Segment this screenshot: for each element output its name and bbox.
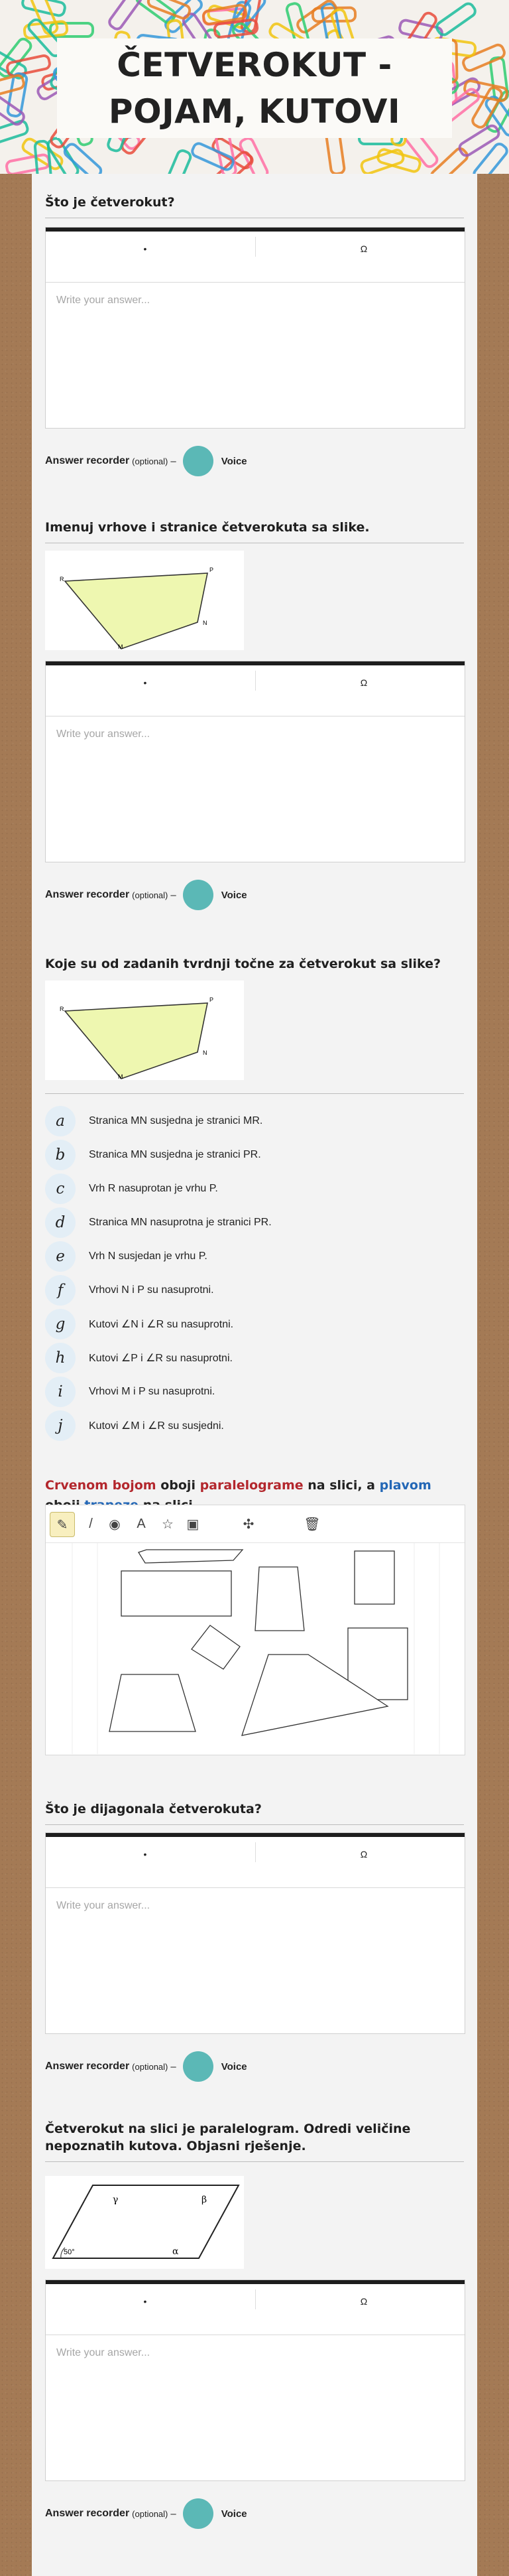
- quadrilateral-figure: [45, 551, 244, 650]
- option-letter: f: [45, 1275, 76, 1306]
- voice-label: Voice: [221, 2061, 247, 2072]
- svg-text:N: N: [203, 1050, 207, 1056]
- answer-input[interactable]: Write your answer...: [56, 1900, 150, 1911]
- color-wheel-icon[interactable]: ◉: [109, 1517, 121, 1532]
- answer-recorder: Answer recorder (optional) – Voice: [45, 878, 464, 912]
- option-text: Vrhovi N i P su nasuprotni.: [89, 1284, 214, 1296]
- quadrilateral-figure: [45, 981, 244, 1080]
- special-char-button[interactable]: Ω: [360, 1849, 368, 1860]
- option-text: Stranica MN nasuprotna je stranici PR.: [89, 1217, 272, 1228]
- question-6: [45, 2120, 464, 2162]
- svg-text:R: R: [60, 1006, 64, 1012]
- option-text: Vrh N susjedan je vrhu P.: [89, 1251, 207, 1262]
- option-text: Vrh R nasuprotan je vrhu P.: [89, 1183, 218, 1194]
- option-b[interactable]: [45, 1140, 464, 1170]
- bullet-format-button[interactable]: •: [143, 243, 147, 254]
- option-letter: d: [45, 1207, 76, 1238]
- move-icon[interactable]: ✣: [243, 1517, 254, 1532]
- paperclip-icon: [161, 147, 194, 174]
- svg-text:P: P: [209, 996, 214, 1003]
- paperclip-icon: [433, 0, 479, 39]
- answer-editor[interactable]: [45, 2279, 465, 2481]
- option-h[interactable]: [45, 1343, 464, 1373]
- svg-text:R: R: [60, 576, 64, 582]
- worksheet-page: [32, 174, 477, 2576]
- option-letter: i: [45, 1377, 76, 1407]
- record-voice-button[interactable]: [183, 2051, 213, 2082]
- record-voice-button[interactable]: [183, 2498, 213, 2529]
- option-letter: g: [45, 1309, 76, 1339]
- option-f[interactable]: [45, 1276, 464, 1305]
- option-text: Stranica MN susjedna je stranici PR.: [89, 1149, 261, 1160]
- option-i[interactable]: [45, 1377, 464, 1406]
- title-card: [57, 38, 452, 138]
- bullet-format-button[interactable]: •: [143, 2296, 147, 2307]
- option-letter: a: [45, 1106, 76, 1136]
- star-icon[interactable]: ☆: [162, 1517, 174, 1532]
- editor-toolbar: [46, 1833, 465, 1888]
- svg-text:P: P: [209, 567, 214, 573]
- voice-label: Voice: [221, 889, 247, 901]
- question-title: Imenuj vrhove i stranice četverokuta sa slike.: [45, 519, 464, 543]
- option-text: Stranica MN susjedna je stranici MR.: [89, 1115, 263, 1126]
- parallelogram-figure: [45, 2176, 244, 2269]
- option-text: Kutovi ∠N i ∠R su nasuprotni.: [89, 1319, 234, 1330]
- answer-input[interactable]: Write your answer...: [56, 295, 150, 306]
- option-c[interactable]: [45, 1174, 464, 1203]
- image-icon[interactable]: ▣: [186, 1517, 199, 1532]
- options-list: [45, 1107, 464, 1452]
- question-3: [45, 955, 464, 979]
- drawing-canvas[interactable]: [46, 1543, 465, 1754]
- svg-text:N: N: [203, 620, 207, 626]
- question-title: Koje su od zadanih tvrdnji točne za četverokut sa slike?: [45, 957, 441, 971]
- special-char-button[interactable]: Ω: [360, 243, 368, 254]
- svg-text:M: M: [118, 1073, 123, 1080]
- header-banner: [0, 0, 509, 174]
- answer-recorder: Answer recorder (optional) – Voice: [45, 444, 464, 478]
- answer-editor[interactable]: [45, 1832, 465, 2034]
- drawing-toolbar: [46, 1505, 465, 1543]
- svg-text:α: α: [172, 2246, 179, 2257]
- option-d[interactable]: [45, 1208, 464, 1237]
- drawing-canvas-box: [45, 1505, 465, 1755]
- marker-icon[interactable]: /: [89, 1516, 93, 1531]
- bullet-format-button[interactable]: •: [143, 1849, 147, 1860]
- record-voice-button[interactable]: [183, 880, 213, 910]
- option-g[interactable]: [45, 1310, 464, 1339]
- svg-text:50°: 50°: [64, 2248, 75, 2256]
- page-title: ČETVEROKUT - POJAM, KUTOVI: [108, 46, 401, 131]
- answer-editor[interactable]: [45, 227, 465, 429]
- answer-recorder: Answer recorder (optional) – Voice: [45, 2050, 464, 2083]
- editor-toolbar: [46, 228, 465, 283]
- question-title: Što je četverokut?: [45, 194, 464, 218]
- answer-recorder: Answer recorder (optional) – Voice: [45, 2497, 464, 2530]
- question-title: Četverokut na slici je paralelogram. Odredi veličine nepoznatih kutova. Objasni rješenje.: [45, 2120, 464, 2162]
- option-letter: e: [45, 1241, 76, 1272]
- option-text: Kutovi ∠M i ∠R su susjedni.: [89, 1420, 224, 1432]
- answer-editor[interactable]: [45, 661, 465, 862]
- special-char-button[interactable]: Ω: [360, 677, 368, 688]
- pencil-icon[interactable]: ✎: [50, 1512, 75, 1537]
- option-text: Vrhovi M i P su nasuprotni.: [89, 1386, 215, 1397]
- option-text: Kutovi ∠P i ∠R su nasuprotni.: [89, 1353, 233, 1364]
- question-5: [45, 1800, 464, 1825]
- option-e[interactable]: [45, 1242, 464, 1271]
- option-letter: j: [45, 1410, 76, 1441]
- option-letter: h: [45, 1343, 76, 1373]
- editor-toolbar: [46, 661, 465, 716]
- voice-label: Voice: [221, 455, 247, 467]
- answer-input[interactable]: Write your answer...: [56, 728, 150, 740]
- editor-toolbar: [46, 2280, 465, 2335]
- answer-input[interactable]: Write your answer...: [56, 2347, 150, 2358]
- record-voice-button[interactable]: [183, 446, 213, 476]
- svg-text:γ: γ: [113, 2195, 119, 2205]
- question-title: Crvenom bojom oboji paralelograme na slici, a plavom: [45, 1478, 431, 1493]
- question-2: [45, 519, 464, 543]
- svg-text:β: β: [201, 2195, 207, 2205]
- question-1: [45, 194, 464, 218]
- option-j[interactable]: [45, 1411, 464, 1440]
- option-letter: b: [45, 1140, 76, 1170]
- option-letter: c: [45, 1174, 76, 1204]
- question-title: Što je dijagonala četverokuta?: [45, 1800, 464, 1825]
- svg-text:M: M: [118, 644, 123, 650]
- text-icon[interactable]: A: [137, 1516, 146, 1531]
- special-char-button[interactable]: Ω: [360, 2296, 368, 2307]
- paperclip-icon: [106, 0, 145, 33]
- voice-label: Voice: [221, 2508, 247, 2520]
- option-a[interactable]: [45, 1107, 464, 1136]
- trash-icon[interactable]: 🗑: [304, 1517, 321, 1532]
- bullet-format-button[interactable]: •: [143, 677, 147, 688]
